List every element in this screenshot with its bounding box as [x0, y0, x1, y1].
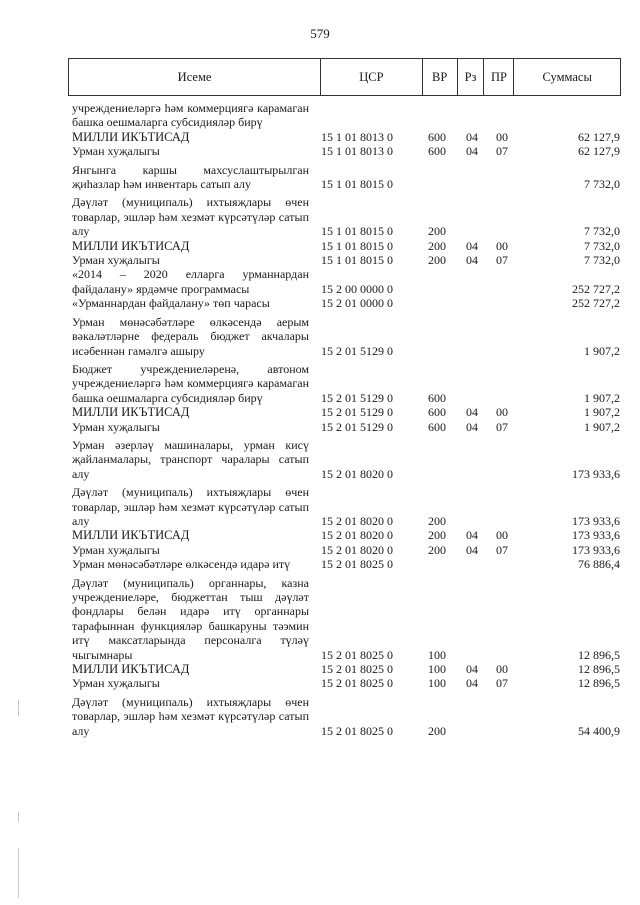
cell-sum: 173 933,6 — [572, 542, 620, 557]
cell-vr: 200 — [428, 723, 446, 738]
cell-sum: 173 933,6 — [572, 513, 620, 528]
cell-csr: 15 2 01 5129 0 — [321, 390, 393, 405]
cell-name: Урман әзерләү машиналары, урман кисү җайланмалары, транспорт чаралары сатып алу — [72, 437, 309, 481]
scan-mark — [18, 848, 19, 898]
cell-csr: 15 2 01 5129 0 — [321, 419, 393, 434]
cell-sum: 1 907,2 — [584, 405, 620, 420]
cell-pr: 07 — [496, 253, 508, 268]
cell-name: Урман хуҗалыгы — [72, 253, 160, 268]
cell-sum: 7 732,0 — [584, 253, 620, 268]
cell-name: Бюджет учреждениеләренә, автоном учреждениеләргә һәм коммерциягә карамаган башка оешмаларга субсидияләр бирү — [72, 361, 309, 405]
cell-sum: 173 933,6 — [572, 466, 620, 481]
cell-vr: 200 — [428, 528, 446, 543]
cell-csr: 15 2 01 5129 0 — [321, 343, 393, 358]
cell-vr: 200 — [428, 542, 446, 557]
cell-vr: 200 — [428, 253, 446, 268]
cell-csr: 15 1 01 8013 0 — [321, 144, 393, 159]
cell-rz: 04 — [466, 129, 478, 144]
cell-name: Дәүләт (муниципаль) ихтыяҗлары өчен товарлар, эшләр һәм хезмәт күрсәтүләр сатып алу — [72, 485, 309, 528]
cell-rz: 04 — [466, 676, 478, 691]
cell-csr: 15 1 01 8015 0 — [321, 177, 393, 192]
header-vr: ВР — [423, 59, 458, 95]
table-row — [72, 695, 620, 738]
cell-name: МИЛЛИ ИКЪТИСАД — [72, 129, 190, 144]
cell-rz: 04 — [466, 419, 478, 434]
cell-pr: 00 — [496, 405, 508, 420]
cell-csr: 15 2 00 0000 0 — [321, 281, 393, 296]
table-header — [68, 58, 621, 96]
cell-csr: 15 2 01 8020 0 — [321, 542, 393, 557]
cell-rz: 04 — [466, 253, 478, 268]
page-number: 579 — [310, 26, 330, 41]
table-row — [72, 362, 620, 405]
cell-rz: 04 — [466, 405, 478, 420]
table-row — [72, 253, 620, 267]
cell-name: Урман мөнәсәбәтләре өлкәсендә идарә итү — [72, 557, 291, 572]
cell-rz: 04 — [466, 528, 478, 543]
cell-vr: 200 — [428, 238, 446, 253]
header-rz: Рз — [458, 59, 485, 95]
cell-name: Дәүләт (муниципаль) ихтыяҗлары өчен товарлар, эшләр һәм хезмәт күрсәтүләр сатып алу — [72, 694, 309, 738]
cell-name: Урман хуҗалыгы — [72, 542, 160, 557]
cell-name: Дәүләт (муниципаль) ихтыяҗлары өчен товарлар, эшләр һәм хезмәт күрсәтүләр сатып алу — [72, 195, 309, 239]
table-row — [72, 662, 620, 676]
cell-name: учреждениеләргә һәм коммерциягә карамаган башка оешмаларга субсидияләр бирү — [72, 101, 309, 130]
cell-name: «2014 – 2020 елларга урманнардан файдалану» ярдәмче программасы — [72, 267, 309, 296]
cell-vr: 200 — [428, 513, 446, 528]
table-row — [72, 557, 620, 571]
cell-csr: 15 1 01 8013 0 — [321, 129, 393, 144]
cell-name: Урман хуҗалыгы — [72, 419, 160, 434]
cell-csr: 15 2 01 8020 0 — [321, 528, 393, 543]
cell-sum: 173 933,6 — [572, 528, 620, 543]
table-row — [72, 144, 620, 158]
table-row — [72, 163, 620, 192]
table-row — [72, 315, 620, 358]
table-row — [72, 267, 620, 296]
cell-vr: 600 — [428, 144, 446, 159]
table-row — [72, 420, 620, 434]
table-row — [72, 195, 620, 238]
cell-sum: 252 727,2 — [572, 296, 620, 311]
cell-csr: 15 2 01 8025 0 — [321, 723, 393, 738]
cell-sum: 1 907,2 — [584, 419, 620, 434]
cell-name: Урман хуҗалыгы — [72, 676, 160, 691]
table-row — [72, 485, 620, 528]
cell-sum: 62 127,9 — [578, 144, 620, 159]
cell-sum: 252 727,2 — [572, 281, 620, 296]
cell-pr: 00 — [496, 129, 508, 144]
cell-sum: 7 732,0 — [584, 224, 620, 239]
cell-pr: 07 — [496, 419, 508, 434]
cell-name: МИЛЛИ ИКЪТИСАД — [72, 662, 190, 677]
cell-name: «Урманнардан файдалану» төп чарасы — [72, 296, 270, 311]
cell-csr: 15 2 01 5129 0 — [321, 405, 393, 420]
table-body — [72, 101, 620, 738]
cell-rz: 04 — [466, 238, 478, 253]
cell-name: Янгынга каршы махсуслаштырылган җиһазлар һәм инвентарь сатып алу — [72, 162, 309, 192]
cell-vr: 600 — [428, 405, 446, 420]
cell-name: Урман мөнәсәбәтләре өлкәсендә аерым вәкаләтләрне федераль бюджет акчалары исәбеннән гамәлгә ашыру — [72, 314, 309, 358]
cell-vr: 600 — [428, 419, 446, 434]
cell-csr: 15 2 01 8020 0 — [321, 513, 393, 528]
table-row — [72, 239, 620, 253]
table-row — [72, 405, 620, 419]
cell-sum: 1 907,2 — [584, 390, 620, 405]
cell-sum: 12 896,5 — [578, 676, 620, 691]
cell-pr: 00 — [496, 238, 508, 253]
table-row — [72, 438, 620, 481]
cell-sum: 62 127,9 — [578, 129, 620, 144]
table-row — [72, 296, 620, 310]
cell-sum: 1 907,2 — [584, 343, 620, 358]
cell-vr: 100 — [428, 647, 446, 662]
cell-sum: 12 896,5 — [578, 662, 620, 677]
cell-rz: 04 — [466, 144, 478, 159]
cell-csr: 15 2 01 8025 0 — [321, 662, 393, 677]
cell-csr: 15 2 01 8025 0 — [321, 647, 393, 662]
cell-sum: 12 896,5 — [578, 647, 620, 662]
cell-rz: 04 — [466, 542, 478, 557]
header-name: Исеме — [69, 59, 321, 95]
cell-pr: 07 — [496, 676, 508, 691]
cell-name: МИЛЛИ ИКЪТИСАД — [72, 528, 190, 543]
table-row — [72, 101, 620, 130]
header-sum: Суммасы — [542, 69, 592, 84]
scan-mark — [18, 700, 19, 716]
cell-csr: 15 2 01 8020 0 — [321, 466, 393, 481]
cell-pr: 00 — [496, 662, 508, 677]
cell-vr: 100 — [428, 662, 446, 677]
cell-pr: 07 — [496, 144, 508, 159]
cell-sum: 54 400,9 — [578, 723, 620, 738]
cell-csr: 15 2 01 8025 0 — [321, 676, 393, 691]
cell-pr: 00 — [496, 528, 508, 543]
cell-sum: 76 886,4 — [578, 557, 620, 572]
cell-vr: 600 — [428, 390, 446, 405]
cell-vr: 200 — [428, 224, 446, 239]
cell-sum: 7 732,0 — [584, 177, 620, 192]
cell-name: МИЛЛИ ИКЪТИСАД — [72, 405, 190, 420]
cell-csr: 15 1 01 8015 0 — [321, 253, 393, 268]
table-row — [72, 676, 620, 690]
table-row — [72, 543, 620, 557]
header-pr: ПР — [484, 59, 514, 95]
cell-csr: 15 1 01 8015 0 — [321, 224, 393, 239]
table-row — [72, 528, 620, 542]
scan-mark — [18, 812, 19, 822]
cell-csr: 15 2 01 8025 0 — [321, 557, 393, 572]
cell-rz: 04 — [466, 662, 478, 677]
cell-pr: 07 — [496, 542, 508, 557]
cell-vr: 100 — [428, 676, 446, 691]
cell-name: Дәүләт (муниципаль) органнары, казна учреждениеләре, бюджеттан тыш дәүләт фондлары белән идарә итү органнары тарафыннан функцияләр башкаруны тәэмин итү максатларында персоналга түләү чыгымнары — [72, 575, 309, 662]
table-row — [72, 130, 620, 144]
cell-csr: 15 1 01 8015 0 — [321, 238, 393, 253]
cell-name: Урман хуҗалыгы — [72, 144, 160, 159]
cell-vr: 600 — [428, 129, 446, 144]
cell-sum: 7 732,0 — [584, 238, 620, 253]
cell-name: МИЛЛИ ИКЪТИСАД — [72, 238, 190, 253]
cell-csr: 15 2 01 0000 0 — [321, 296, 393, 311]
table-row — [72, 576, 620, 662]
header-csr: ЦСР — [321, 59, 423, 95]
